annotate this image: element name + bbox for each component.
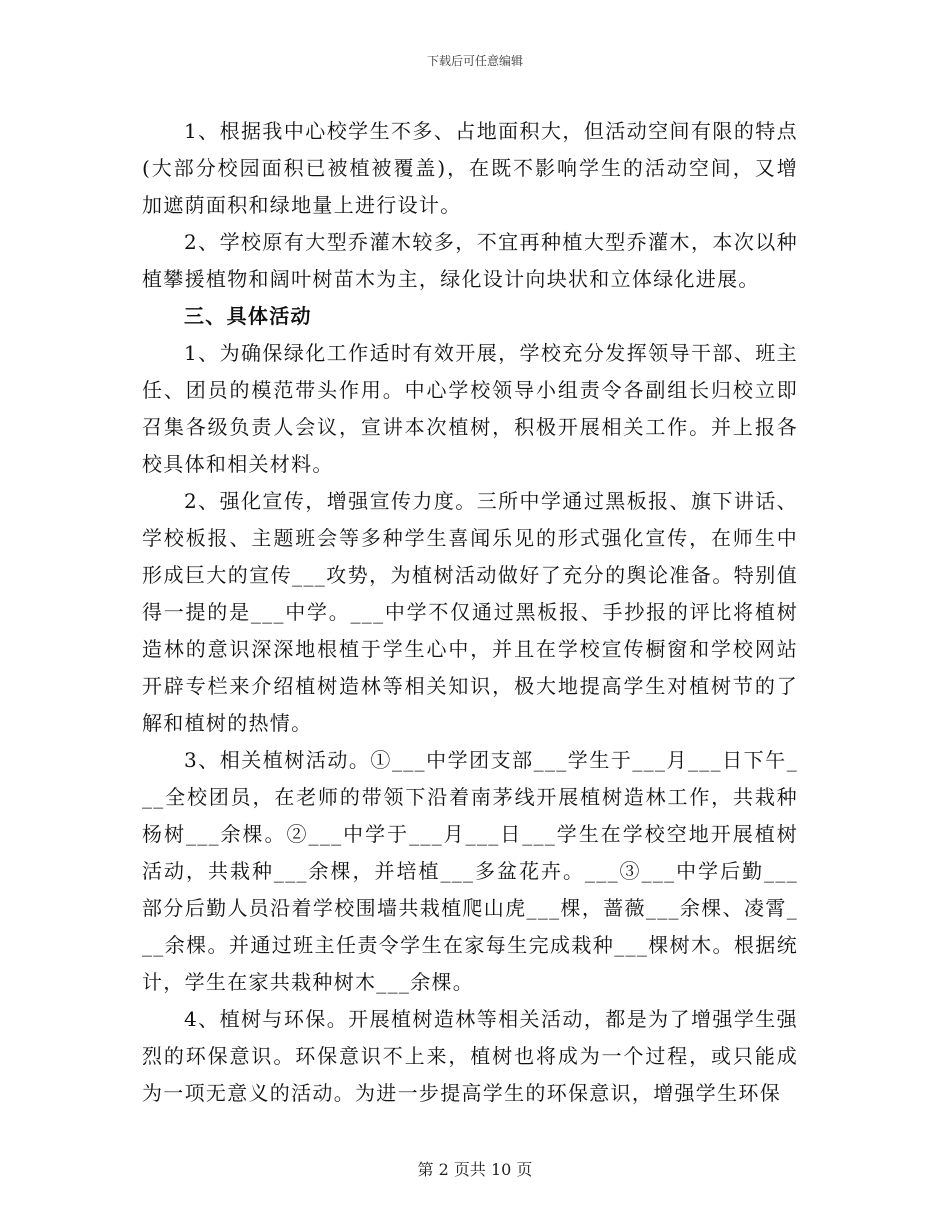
page-header: 下载后可任意编辑	[426, 54, 523, 68]
page-footer: 第 2 页共 10 页	[417, 1160, 533, 1179]
paragraph-planting-activities: 3、相关植树活动。①___中学团支部___学生于___月___日下午___全校团员，在老师的带领下沿着南茅线开展植树造林工作，共栽种杨树___余棵。②___中学于___月___日___学生在学校空地开展植树活动，共栽种___余棵，并培植___多盆花卉。___③___中学后勤___部分后勤人员沿着学校围墙共栽植爬山虎___棵，蔷薇___余棵、凌霄___余棵。并通过班主任责令学生在家每生完成栽种___棵树木。根据统计，学生在家共栽种树木___余棵。	[142, 748, 798, 994]
paragraph-site-features: 1、根据我中心校学生不多、占地面积大，但活动空间有限的特点(大部分校园面积已被植被覆盖)，在既不影响学生的活动空间，又增加遮荫面积和绿地量上进行设计。	[142, 119, 798, 217]
paragraph-environmental-protection: 4、植树与环保。开展植树造林等相关活动，都是为了增强学生强烈的环保意识。环保意识不上来，植树也将成为一个过程，或只能成为一项无意义的活动。为进一步提高学生的环保意识，增强学生环保	[142, 1007, 798, 1105]
paragraph-organization: 1、为确保绿化工作适时有效开展，学校充分发挥领导干部、班主任、团员的模范带头作用。中心学校领导小组责令各副组长归校立即召集各级负责人会议，宣讲本次植树，积极开展相关工作。并上报各校具体和相关材料。	[142, 341, 798, 476]
paragraph-planting-plan: 2、学校原有大型乔灌木较多，不宜再种植大型乔灌木，本次以种植攀援植物和阔叶树苗木为主，绿化设计向块状和立体绿化进展。	[142, 230, 798, 291]
paragraph-publicity: 2、强化宣传，增强宣传力度。三所中学通过黑板报、旗下讲话、学校板报、主题班会等多种学生喜闻乐见的形式强化宣传，在师生中形成巨大的宣传___攻势，为植树活动做好了充分的舆论准备。特别值得一提的是___中学。___中学不仅通过黑板报、手抄报的评比将植树造林的意识深深地根植于学生心中，并且在学校宣传橱窗和学校网站开辟专栏来介绍植树造林等相关知识，极大地提高学生对植树节的了解和植树的热情。	[142, 489, 798, 735]
section-heading: 三、具体活动	[184, 304, 312, 328]
document-body	[142, 113, 798, 1112]
